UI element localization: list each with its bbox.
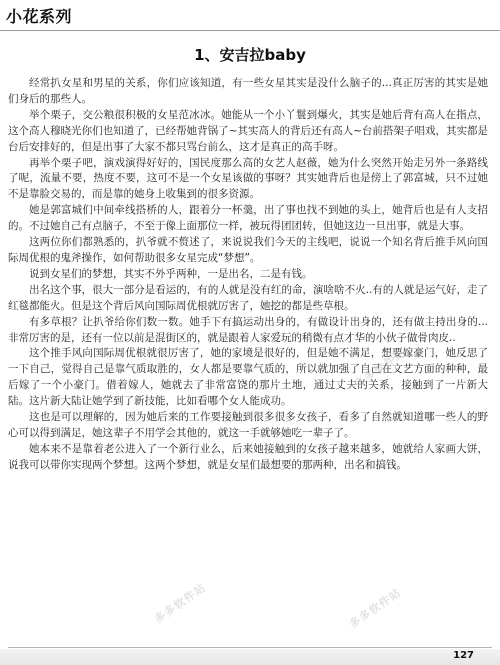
paragraph: 她本来不是靠着老公进入了一个新行业么，后来她接触到的女孩子越来越多，她就给人家画大饼，说我可以带你实现两个梦想。这两个梦想，就是女星们最想要的那两种，出名和搞钱。 — [8, 442, 488, 471]
paragraph: 再举个栗子吧，演戏演得好好的，国民度那么高的女艺人赵薇，她为什么突然开始走另外一条路线了呢，流量不要，热度不要，这可不是一个女星该做的事呀？其实她背后也是傍上了郭富城，只不过她不是靠脸交易的，而是靠的她身上收集到的很多资源。 — [8, 156, 488, 201]
watermark: 多多软件站 — [351, 345, 409, 391]
paragraph: 这两位你们都熟悉的，扒爷就不赘述了，来说说我们今天的主线吧，说说一个知名背后推手风向国际周优根的鬼斧操作，如何帮助很多女星完成“梦想”。 — [8, 236, 488, 264]
footer-band — [0, 649, 500, 665]
paragraph: 举个栗子，交公粮很积极的女星范冰冰。她能从一个小丫鬟到爆火，其实是她后背有高人在指点，这个高人穆晓光你们也知道了，已经帮她背锅了~其实高人的背后还有高人~台前搭架子唱戏，其实都是台后安排好的，但是出事了大家不都只骂台前么，这才是真正的高手呀。 — [8, 108, 488, 153]
paragraph: 她是郭富城们中间牵线搭桥的人，跟着分一杯羹，出了事也找不到她的头上，她背后也是有人支招的。不过她自己有点脑子，不至于像上面那位一样，被玩得团团转，但她这边一旦出事，就是大事。 — [8, 204, 488, 233]
paragraph: 出名这个事，很大一部分是看运的，有的人就是没有红的命，演啥啥不火..有的人就是运气好，走了红毯都能火。但是这个背后风向国际周优根就厉害了，她挖的都是些草根。 — [8, 283, 488, 312]
page-footer — [0, 643, 500, 665]
paragraph: 这也是可以理解的，因为她后来的工作要接触到很多很多女孩子，看多了自然就知道哪一些人的野心可以得到满足，她这辈子不用学会其他的，就这一手就够她吃一辈子了。 — [8, 411, 488, 439]
header-divider — [0, 30, 500, 31]
paragraph: 有多草根？让扒爷给你们数一数。她手下有搞运动出身的，有做设计出身的，还有做主持出身的...非常厉害的是，还有一位以前是混街区的，就是跟着人家爱玩的稍微有点才华的小伙子做骨肉皮.. — [8, 315, 488, 344]
paragraph: 经常扒女星和男星的关系，你们应该知道，有一些女星其实是没什么脑子的...真正厉害的其实是她们身后的那些人。 — [8, 77, 488, 105]
watermark: 多多软件站 — [346, 585, 404, 631]
series-title: 小花系列 — [6, 7, 73, 26]
page-number: 127 — [453, 650, 474, 661]
paragraph: 说到女星们的梦想，其实不外乎两种，一是出名，二是有钱。 — [29, 267, 313, 280]
watermark: 多多软件站 — [151, 580, 209, 626]
footer-divider — [8, 647, 492, 648]
paragraph: 这个推手风向国际周优根就很厉害了，她的家境是很好的，但是她不满足，想要嫁豪门，她反思了一下自己，觉得自己是靠气质取胜的，女人都是要靠气质的，所以就加强了自己在文艺方面的种种，最后嫁了一个小豪门。借着嫁人，她就去了非常富饶的那片土地，通过丈夫的关系，接触到了一片新大陆。这片新大陆让她学到了新技能，比如看哪个女人能成功。 — [8, 347, 488, 408]
chapter-title: 1、安吉拉baby — [194, 46, 306, 64]
body-text — [8, 76, 488, 474]
